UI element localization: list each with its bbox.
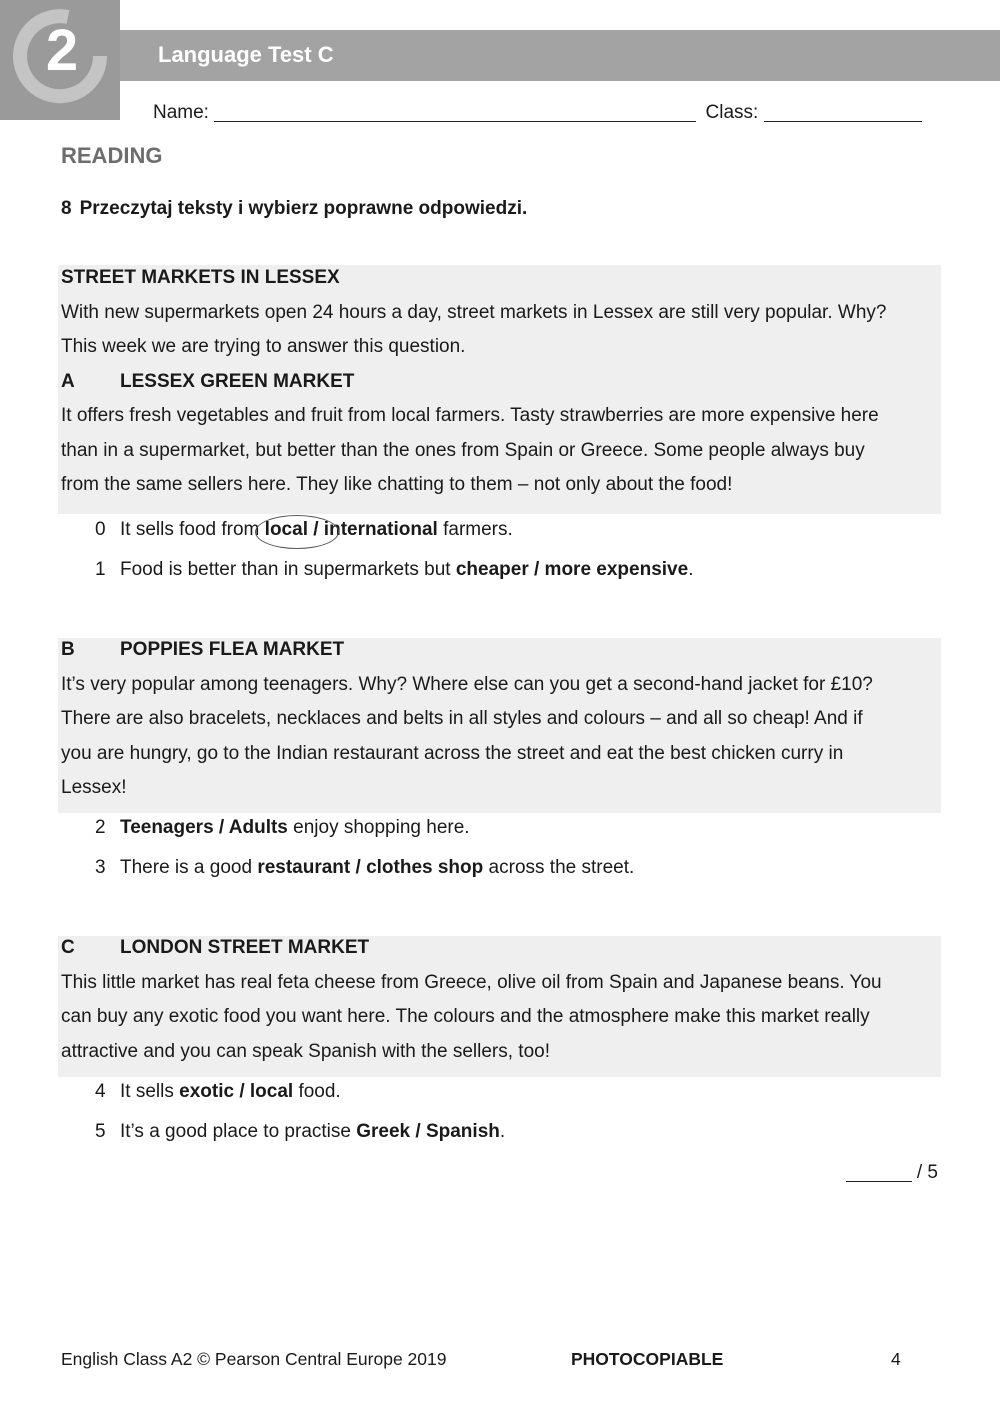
section-b (61, 633, 941, 806)
article-intro-line: With new supermarkets open 24 hours a day, street markets in Lessex are still very popular. Why? (61, 301, 887, 323)
question-text: . (499, 1121, 506, 1142)
section-c-line: can buy any exotic food you want here. The colours and the atmosphere make this market really (61, 1006, 870, 1027)
section-title: LONDON STREET MARKET (120, 937, 370, 958)
question-text: enjoy shopping here. (287, 817, 470, 838)
question-1 (95, 559, 693, 581)
footer-copyright: English Class A2 © Pearson Central Europe 2019 (61, 1349, 447, 1369)
question-number: 1 (95, 559, 106, 580)
section-b-heading (61, 633, 941, 668)
class-label: Class: (705, 102, 759, 123)
unit-number: 2 (45, 18, 79, 83)
header-bar (120, 30, 1000, 81)
score-total: / 5 (916, 1162, 938, 1183)
section-b-line: Lessex! (61, 777, 127, 798)
score-field[interactable] (846, 1161, 912, 1182)
article-intro (61, 261, 941, 503)
answer-options[interactable]: local / international (264, 519, 438, 540)
answer-options[interactable]: exotic / local (179, 1081, 294, 1102)
section-letter: C (61, 937, 75, 958)
question-number: 2 (95, 817, 106, 838)
test-title: Language Test C (158, 42, 334, 67)
question-number: 5 (95, 1121, 106, 1142)
question-text: . (688, 559, 694, 580)
section-b-line: you are hungry, go to the Indian restaurant across the street and eat the best chicken curry in (61, 742, 844, 764)
section-a-line: It offers fresh vegetables and fruit from local farmers. Tasty strawberries are more expensive here (61, 405, 879, 426)
question-number: 3 (95, 857, 106, 878)
question-text: It’s a good place to practise (120, 1121, 357, 1142)
section-letter: B (61, 639, 75, 660)
section-a-line: than in a supermarket, but better than the ones from Spain or Greece. Some people always buy (61, 439, 865, 461)
question-text: It sells food from (120, 519, 265, 540)
question-text: across the street. (483, 857, 635, 878)
article-title: STREET MARKETS IN LESSEX (61, 267, 340, 288)
answer-options[interactable]: Teenagers / Adults (120, 817, 288, 838)
name-field[interactable] (214, 101, 696, 122)
answer-options[interactable]: cheaper / more expensive (455, 559, 689, 580)
section-b-line: It’s very popular among teenagers. Why? Where else can you get a second-hand jacket for £10? (61, 673, 873, 695)
question-text: Food is better than in supermarkets but (120, 559, 456, 580)
task-text: Przeczytaj teksty i wybierz poprawne odpowiedzi. (79, 198, 528, 219)
question-text: It sells (120, 1081, 180, 1102)
score-line (846, 1161, 938, 1184)
section-c (61, 931, 941, 1069)
task-number: 8 (61, 198, 72, 219)
section-a-line: from the same sellers here. They like chatting to them – not only about the food! (61, 474, 733, 495)
section-a-heading (61, 365, 941, 400)
section-title: POPPIES FLEA MARKET (120, 639, 345, 660)
footer-photocopiable: PHOTOCOPIABLE (571, 1349, 724, 1369)
section-b-line: There are also bracelets, necklaces and belts in all styles and colours – and all so cheap! And if (61, 708, 863, 729)
section-c-line: This little market has real feta cheese from Greece, olive oil from Spain and Japanese beans. You (61, 971, 882, 993)
question-text: farmers. (437, 519, 513, 540)
section-heading: READING (61, 143, 163, 168)
name-label: Name: (153, 102, 209, 123)
question-5 (95, 1121, 505, 1143)
article-intro-line: This week we are trying to answer this question. (61, 336, 466, 357)
question-number: 4 (95, 1081, 106, 1102)
answer-options[interactable]: Greek / Spanish (356, 1121, 500, 1142)
section-c-line: attractive and you can speak Spanish with the sellers, too! (61, 1040, 550, 1062)
footer-page-number: 4 (891, 1349, 901, 1369)
question-text: There is a good (120, 857, 258, 878)
answer-options[interactable]: restaurant / clothes shop (257, 857, 484, 878)
question-4 (95, 1081, 341, 1103)
task-instruction (61, 198, 527, 220)
name-class-line (153, 101, 922, 124)
unit-badge (0, 0, 120, 120)
question-number: 0 (95, 519, 106, 540)
question-0 (95, 519, 513, 541)
question-text: food. (293, 1081, 341, 1102)
section-title: LESSEX GREEN MARKET (120, 370, 355, 392)
question-3 (95, 857, 634, 879)
section-letter: A (61, 370, 75, 392)
section-c-heading (61, 931, 941, 966)
question-2 (95, 817, 470, 839)
class-field[interactable] (764, 101, 922, 122)
